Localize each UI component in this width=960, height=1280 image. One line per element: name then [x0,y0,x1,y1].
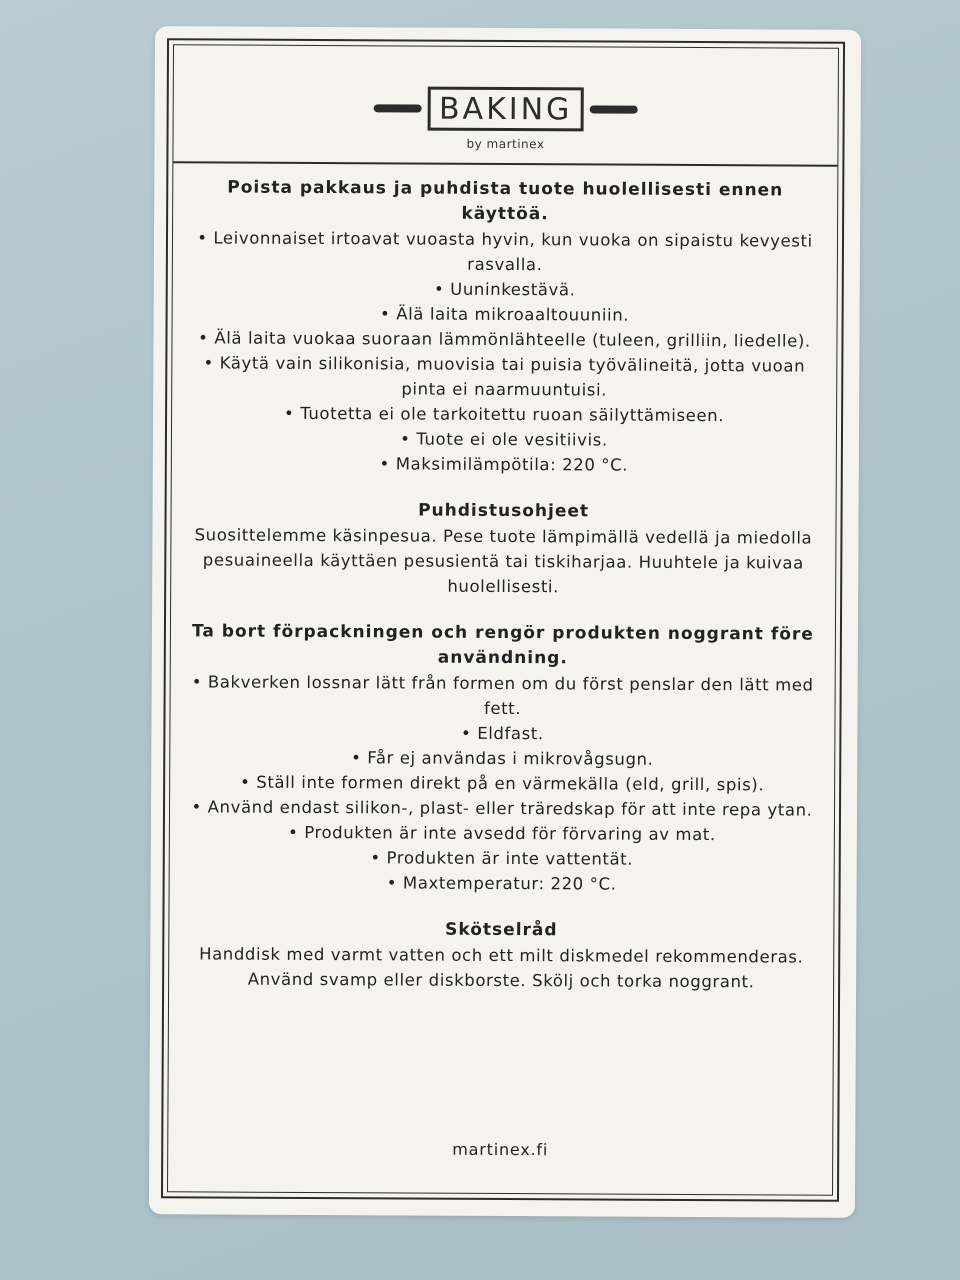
swedish-bullet: • Använd endast silikon-, plast- eller träredskap för att inte repa ytan. [191,797,813,820]
logo [174,85,838,132]
instruction-card [149,26,861,1218]
swedish-care-heading: Skötselråd [445,919,558,941]
swedish-bullet: • Produkten är inte avsedd för förvaring av mat. [288,822,716,845]
finnish-care-text: Suosittelemme käsinpesua. Pese tuote lämpimällä vedellä ja miedolla pesuaineella käyttäen pesusientä tai tiskiharjaa. Huuhtele ja kuivaa huolellisesti. [194,525,813,597]
swedish-care-text: Använd svamp eller diskborste. Skölj och torka noggrant. [247,969,755,992]
logo-wordmark: BAKING [428,87,584,132]
rolling-pin-handle-right-icon [589,105,637,113]
swedish-care-text: Handdisk med varmt vatten och ett milt diskmedel rekommenderas. [199,944,804,967]
swedish-bullet: • Produkten är inte vattentät. [370,848,634,869]
swedish-bullet: • Får ej användas i mikrovågsugn. [351,748,654,769]
card-inner-border [167,44,839,1195]
finnish-bullet: • Leivonnaiset irtoavat vuoasta hyvin, kun vuoka on sipaistu kevyesti rasvalla. [197,228,813,275]
swedish-bullet: • Maxtemperatur: 220 °C. [386,873,617,894]
footer-url: martinex.fi [452,1139,549,1160]
finnish-heading: Poista pakkaus ja puhdista tuote huolellisesti ennen käyttöä. [227,177,784,225]
finnish-bullet: • Älä laita vuokaa suoraan lämmönlähteelle (tuleen, grilliin, liedelle). [198,328,811,351]
swedish-heading: Ta bort förpackningen och rengör produkten noggrant före användning. [191,621,814,669]
finnish-bullet: • Älä laita mikroaaltouuniin. [380,304,630,325]
card-border [161,38,845,1202]
finnish-bullet: • Uuninkestävä. [433,279,576,300]
swedish-bullet: • Eldfast. [461,723,544,744]
instructions-content [183,175,823,994]
finnish-bullet: • Maksimilämpötila: 220 °C. [379,454,629,475]
swedish-bullet: • Bakverken lossnar lätt från formen om du först penslar den lätt med fett. [191,672,814,719]
finnish-bullet: • Käytä vain silikonisia, muovisia tai puisia työvälineitä, jotta vuoan pinta ei naarmuuntuisi. [203,353,806,400]
finnish-bullet: • Tuotetta ei ole tarkoitettu ruoan säilyttämiseen. [284,403,725,426]
brand-header [173,45,838,166]
brand-byline: by martinex [466,136,545,152]
rolling-pin-handle-left-icon [374,104,422,112]
finnish-care-heading: Puhdistusohjeet [418,500,590,522]
swedish-bullet: • Ställ inte formen direkt på en värmekälla (eld, grill, spis). [240,772,765,795]
finnish-bullet: • Tuote ei ole vesitiivis. [400,429,608,450]
